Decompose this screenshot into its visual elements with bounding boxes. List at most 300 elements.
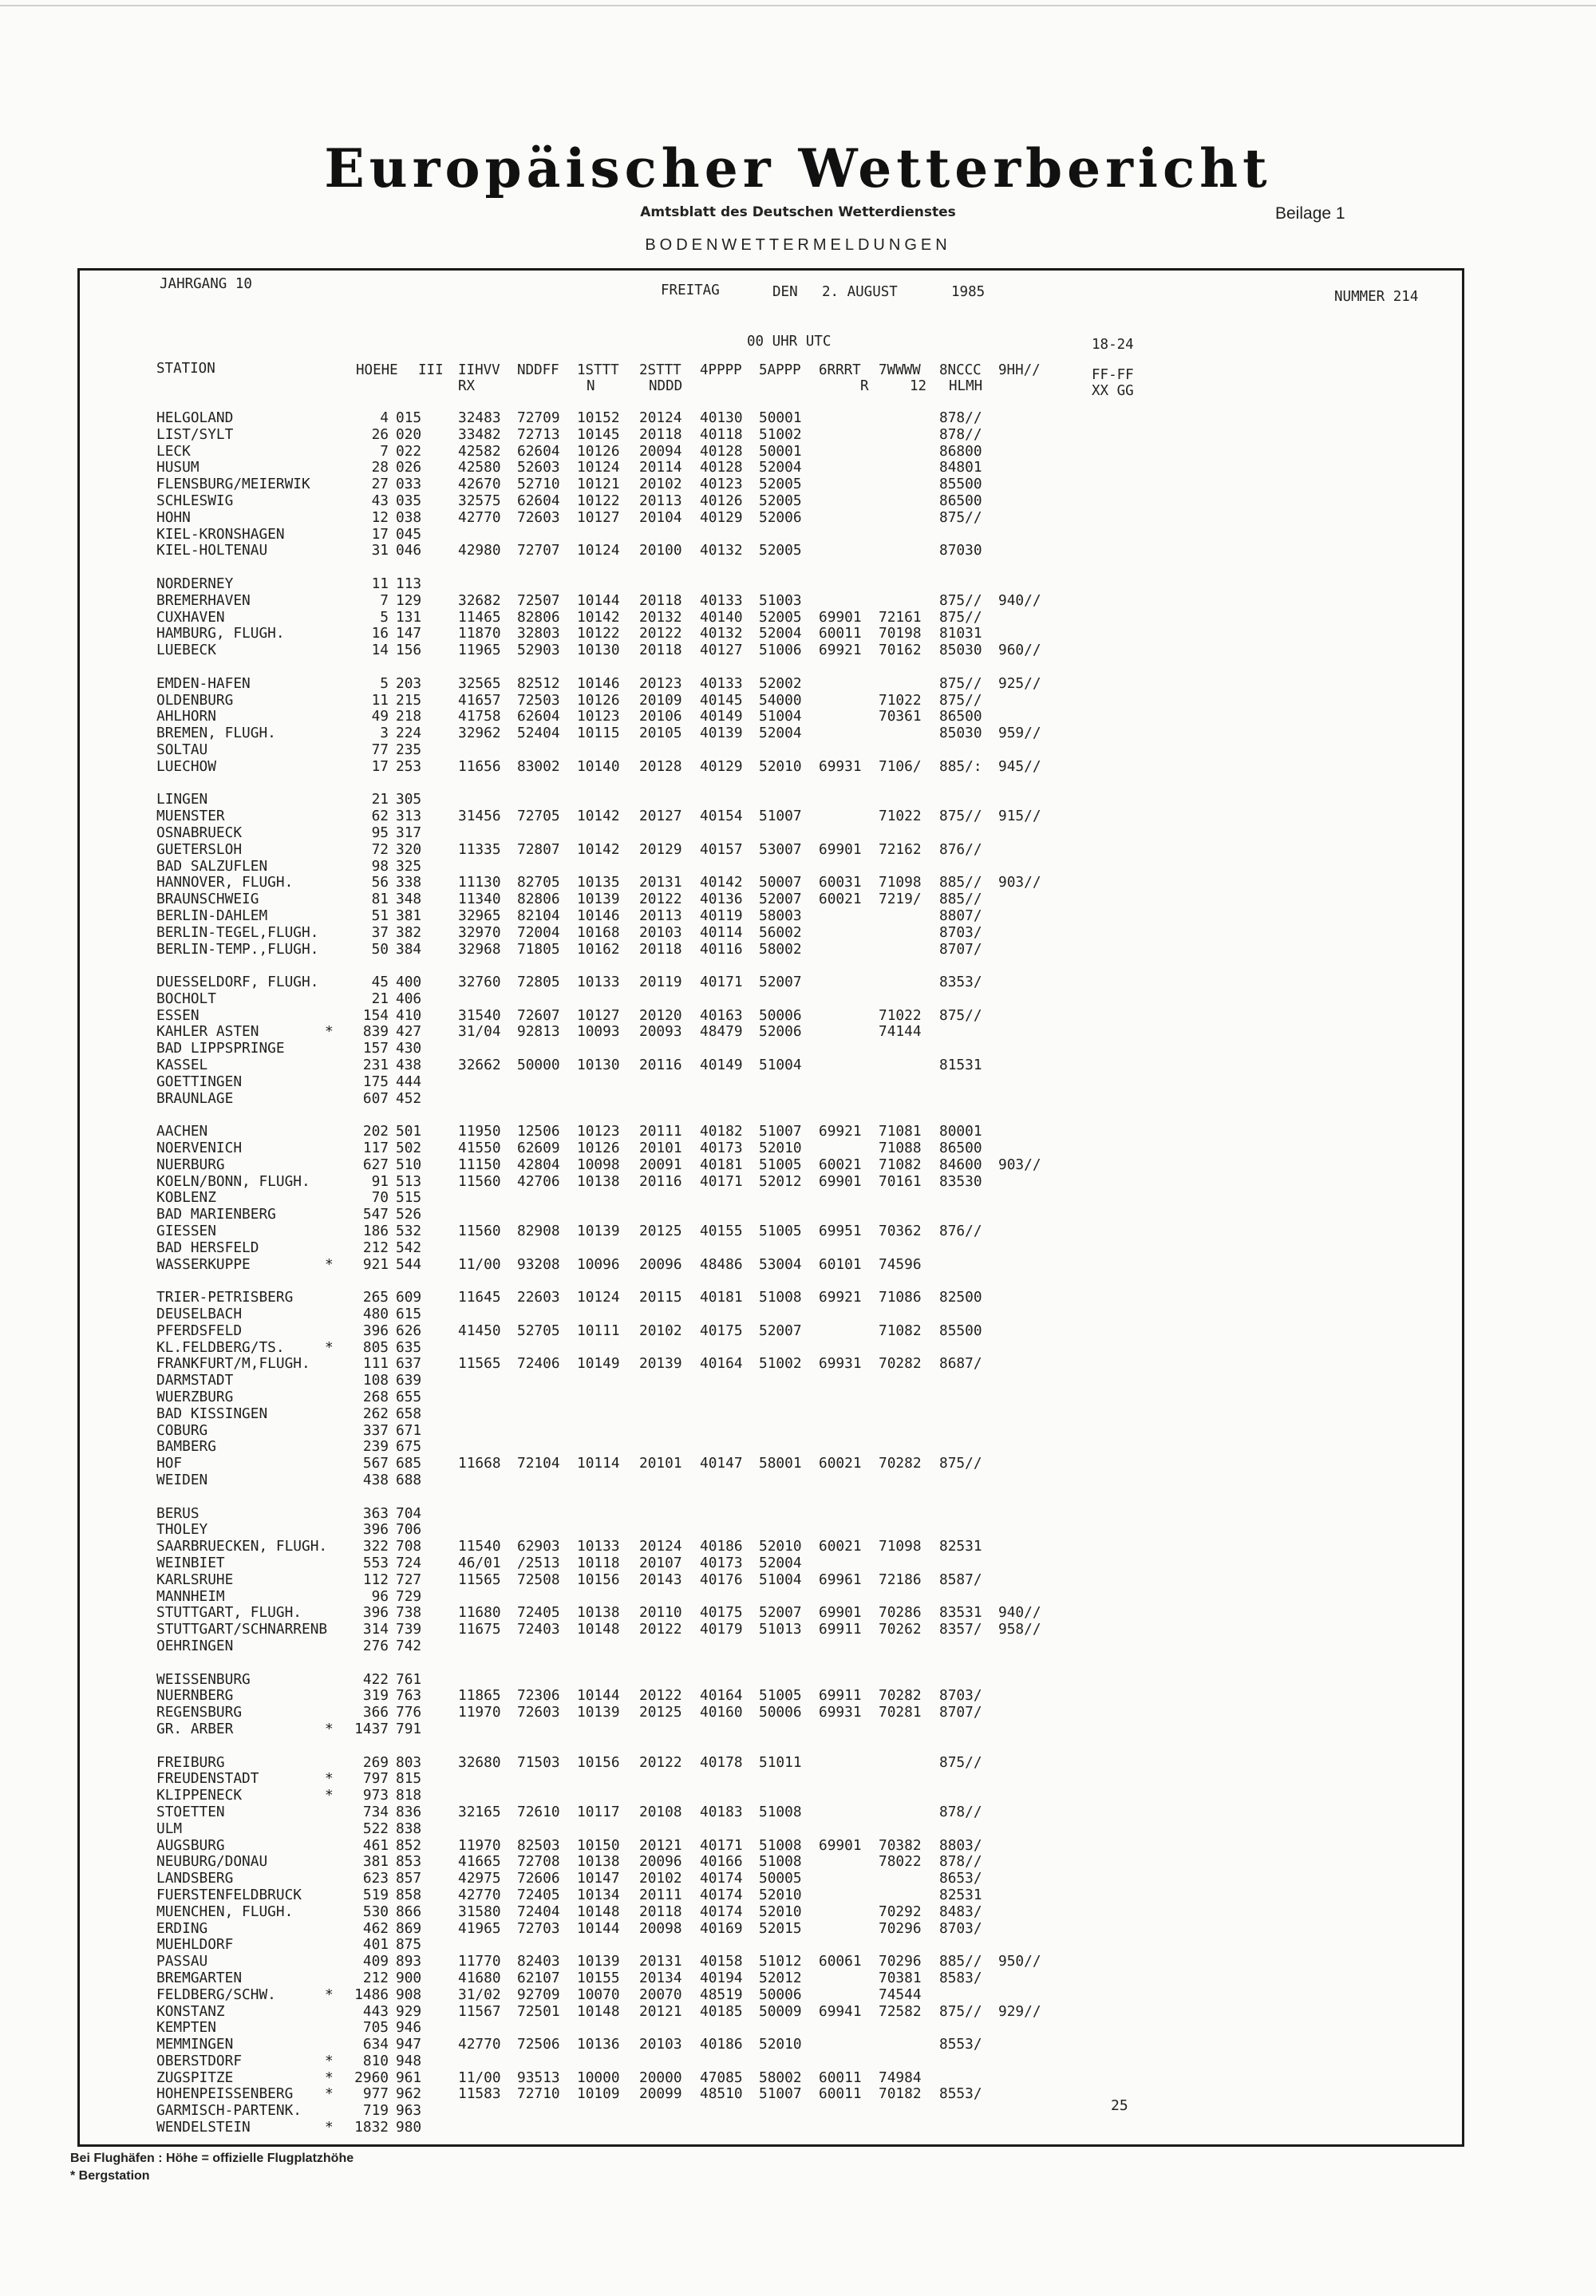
group-4pppp: 40147 bbox=[700, 1455, 743, 1472]
station-height: 607 bbox=[362, 1089, 389, 1107]
group-8nccc: 875// bbox=[939, 1006, 982, 1024]
group-5appp: 52005 bbox=[759, 476, 802, 493]
group-4pppp: 40174 bbox=[700, 1903, 743, 1920]
station-id: 325 bbox=[396, 857, 422, 875]
group-7wwww: 70182 bbox=[879, 2085, 922, 2103]
mountain-marker: * bbox=[325, 1255, 334, 1273]
station-name: BAD SALZUFLEN bbox=[156, 857, 268, 875]
station-name: BERLIN-TEMP.,FLUGH. bbox=[156, 940, 319, 958]
station-id: 900 bbox=[396, 1969, 422, 1986]
group-nddff: 71805 bbox=[517, 940, 560, 958]
group-2sttt: 20098 bbox=[639, 1919, 682, 1937]
group-1sttt: 10126 bbox=[577, 691, 620, 709]
station-id: 444 bbox=[396, 1073, 422, 1090]
group-2sttt: 20107 bbox=[639, 1554, 682, 1571]
station-height: 11 bbox=[371, 575, 389, 592]
group-ihvv: 32483 bbox=[458, 409, 501, 426]
group-8nccc: 875// bbox=[939, 608, 982, 626]
page-number: 25 bbox=[1111, 2097, 1128, 2114]
group-1sttt: 10140 bbox=[577, 757, 620, 775]
group-ihvv: 31540 bbox=[458, 1006, 501, 1024]
station-height: 62 bbox=[371, 808, 389, 825]
group-nddff: 72404 bbox=[517, 1903, 560, 1920]
station-id: 893 bbox=[396, 1953, 422, 1970]
group-ihvv: 11656 bbox=[458, 757, 501, 775]
group-nddff: 72406 bbox=[517, 1355, 560, 1373]
group-nddff: 72606 bbox=[517, 1870, 560, 1887]
group-5appp: 52004 bbox=[759, 1554, 802, 1571]
group-6rrrt: 60021 bbox=[819, 1156, 862, 1173]
station-id: 963 bbox=[396, 2102, 422, 2120]
station-id: 869 bbox=[396, 1919, 422, 1937]
group-9hh: 929// bbox=[998, 2002, 1041, 2020]
station-height: 422 bbox=[362, 1670, 389, 1688]
station-id: 852 bbox=[396, 1836, 422, 1854]
group-ihvv: 11675 bbox=[458, 1621, 501, 1638]
station-name: BRAUNLAGE bbox=[156, 1089, 234, 1107]
group-nddff: 52903 bbox=[517, 642, 560, 659]
group-8nccc: 80001 bbox=[939, 1123, 982, 1140]
group-5appp: 52006 bbox=[759, 1023, 802, 1041]
group-6rrrt: 69901 bbox=[819, 1172, 862, 1190]
station-height: 319 bbox=[362, 1687, 389, 1705]
station-height: 921 bbox=[362, 1255, 389, 1273]
group-5appp: 52015 bbox=[759, 1919, 802, 1937]
station-name: KL.FELDBERG/TS. bbox=[156, 1338, 285, 1356]
group-1sttt: 10070 bbox=[577, 1986, 620, 2003]
group-ihvv: 11668 bbox=[458, 1455, 501, 1472]
station-height: 7 bbox=[380, 442, 389, 460]
group-9hh: 950// bbox=[998, 1953, 1041, 1970]
station-height: 810 bbox=[362, 2052, 389, 2069]
group-nddff: 62609 bbox=[517, 1140, 560, 1157]
group-ihvv: 41450 bbox=[458, 1322, 501, 1339]
station-height: 5 bbox=[380, 674, 389, 692]
group-4pppp: 40164 bbox=[700, 1687, 743, 1705]
station-name: MEMMINGEN bbox=[156, 2036, 234, 2053]
group-2sttt: 20105 bbox=[639, 725, 682, 742]
group-7wwww: 71022 bbox=[879, 691, 922, 709]
group-4pppp: 40158 bbox=[700, 1953, 743, 1970]
mountain-marker: * bbox=[325, 2119, 334, 2136]
group-2sttt: 20091 bbox=[639, 1156, 682, 1173]
group-nddff: 72503 bbox=[517, 691, 560, 709]
group-nddff: 12506 bbox=[517, 1123, 560, 1140]
station-name: BOCHOLT bbox=[156, 990, 216, 1007]
station-name: WEISSENBURG bbox=[156, 1670, 251, 1688]
station-height: 231 bbox=[362, 1057, 389, 1074]
group-nddff: 72707 bbox=[517, 542, 560, 559]
station-height: 977 bbox=[362, 2085, 389, 2103]
group-ihvv: 11560 bbox=[458, 1223, 501, 1240]
group-8nccc: 85500 bbox=[939, 476, 982, 493]
station-name: STUTTGART/SCHNARRENB bbox=[156, 1621, 328, 1638]
group-7wwww: 71082 bbox=[879, 1322, 922, 1339]
group-9hh: 903// bbox=[998, 874, 1041, 891]
group-1sttt: 10126 bbox=[577, 442, 620, 460]
group-nddff: 72805 bbox=[517, 974, 560, 991]
station-id: 908 bbox=[396, 1986, 422, 2003]
station-name: ULM bbox=[156, 1820, 183, 1837]
group-6rrrt: 69961 bbox=[819, 1571, 862, 1588]
group-8nccc: 84600 bbox=[939, 1156, 982, 1173]
station-id: 026 bbox=[396, 459, 422, 476]
station-name: FRANKFURT/M,FLUGH. bbox=[156, 1355, 310, 1373]
group-2sttt: 20101 bbox=[639, 1140, 682, 1157]
group-4pppp: 40181 bbox=[700, 1156, 743, 1173]
station-id: 131 bbox=[396, 608, 422, 626]
station-height: 202 bbox=[362, 1123, 389, 1140]
group-8nccc: 83530 bbox=[939, 1172, 982, 1190]
station-name: NORDERNEY bbox=[156, 575, 234, 592]
group-2sttt: 20122 bbox=[639, 625, 682, 642]
group-nddff: 72306 bbox=[517, 1687, 560, 1705]
group-2sttt: 20124 bbox=[639, 409, 682, 426]
station-height: 108 bbox=[362, 1372, 389, 1389]
col-g2-sub: N bbox=[587, 378, 595, 394]
group-nddff: 92813 bbox=[517, 1023, 560, 1041]
group-7wwww: 7219/ bbox=[879, 891, 922, 908]
group-2sttt: 20143 bbox=[639, 1571, 682, 1588]
station-id: 038 bbox=[396, 508, 422, 526]
station-id: 929 bbox=[396, 2002, 422, 2020]
station-id: 609 bbox=[396, 1289, 422, 1306]
station-name: MUENCHEN, FLUGH. bbox=[156, 1903, 294, 1920]
group-1sttt: 10168 bbox=[577, 923, 620, 941]
station-name: HANNOVER, FLUGH. bbox=[156, 874, 294, 891]
group-4pppp: 40123 bbox=[700, 476, 743, 493]
group-5appp: 58002 bbox=[759, 2069, 802, 2086]
group-2sttt: 20123 bbox=[639, 674, 682, 692]
station-height: 314 bbox=[362, 1621, 389, 1638]
group-8nccc: 875// bbox=[939, 674, 982, 692]
col-g4: 4PPPP bbox=[700, 362, 742, 378]
group-1sttt: 10142 bbox=[577, 808, 620, 825]
station-id: 022 bbox=[396, 442, 422, 460]
group-1sttt: 10135 bbox=[577, 874, 620, 891]
group-2sttt: 20131 bbox=[639, 874, 682, 891]
station-name: BAD MARIENBERG bbox=[156, 1206, 276, 1223]
group-6rrrt: 60061 bbox=[819, 1953, 862, 1970]
group-1sttt: 10000 bbox=[577, 2069, 620, 2086]
group-8nccc: 85030 bbox=[939, 725, 982, 742]
station-name: BERUS bbox=[156, 1504, 200, 1522]
group-5appp: 52004 bbox=[759, 459, 802, 476]
station-height: 839 bbox=[362, 1023, 389, 1041]
station-id: 637 bbox=[396, 1355, 422, 1373]
page-title: Europäischer Wetterbericht bbox=[324, 137, 1272, 200]
group-8nccc: 8687/ bbox=[939, 1355, 982, 1373]
group-1sttt: 10127 bbox=[577, 1006, 620, 1024]
station-id: 381 bbox=[396, 907, 422, 924]
station-height: 154 bbox=[362, 1006, 389, 1024]
station-name: BERLIN-TEGEL,FLUGH. bbox=[156, 923, 319, 941]
group-1sttt: 10123 bbox=[577, 708, 620, 725]
group-9hh: 960// bbox=[998, 642, 1041, 659]
group-9hh: 945// bbox=[998, 757, 1041, 775]
group-8nccc: 82531 bbox=[939, 1538, 982, 1555]
group-1sttt: 10133 bbox=[577, 974, 620, 991]
group-5appp: 51012 bbox=[759, 1953, 802, 1970]
station-name: STUTTGART, FLUGH. bbox=[156, 1604, 302, 1622]
group-4pppp: 40164 bbox=[700, 1355, 743, 1373]
footnotes bbox=[70, 2150, 354, 2185]
group-ihvv: 41665 bbox=[458, 1853, 501, 1871]
group-7wwww: 70292 bbox=[879, 1903, 922, 1920]
mountain-marker: * bbox=[325, 1986, 334, 2003]
station-id: 438 bbox=[396, 1057, 422, 1074]
group-1sttt: 10130 bbox=[577, 642, 620, 659]
group-ihvv: 31/04 bbox=[458, 1023, 501, 1041]
group-5appp: 50005 bbox=[759, 1870, 802, 1887]
group-9hh: 959// bbox=[998, 725, 1041, 742]
station-height: 480 bbox=[362, 1306, 389, 1323]
group-2sttt: 20108 bbox=[639, 1803, 682, 1820]
group-2sttt: 20109 bbox=[639, 691, 682, 709]
group-1sttt: 10115 bbox=[577, 725, 620, 742]
group-2sttt: 20118 bbox=[639, 425, 682, 443]
group-ihvv: 32662 bbox=[458, 1057, 501, 1074]
station-height: 28 bbox=[371, 459, 389, 476]
group-ihvv: 11583 bbox=[458, 2085, 501, 2103]
station-name: KONSTANZ bbox=[156, 2002, 225, 2020]
group-ihvv: 32965 bbox=[458, 907, 501, 924]
group-ihvv: 31456 bbox=[458, 808, 501, 825]
group-2sttt: 20128 bbox=[639, 757, 682, 775]
group-5appp: 51006 bbox=[759, 642, 802, 659]
group-2sttt: 20116 bbox=[639, 1057, 682, 1074]
group-7wwww: 70262 bbox=[879, 1621, 922, 1638]
group-1sttt: 10155 bbox=[577, 1969, 620, 1986]
group-2sttt: 20106 bbox=[639, 708, 682, 725]
group-nddff: 62903 bbox=[517, 1538, 560, 1555]
group-2sttt: 20131 bbox=[639, 1953, 682, 1970]
station-name: OEHRINGEN bbox=[156, 1637, 234, 1654]
group-8nccc: 878// bbox=[939, 425, 982, 443]
group-6rrrt: 60011 bbox=[819, 2069, 862, 2086]
group-1sttt: 10152 bbox=[577, 409, 620, 426]
col-g1: NDDFF bbox=[517, 362, 559, 378]
station-id: 338 bbox=[396, 874, 422, 891]
group-4pppp: 40176 bbox=[700, 1571, 743, 1588]
group-2sttt: 20096 bbox=[639, 1255, 682, 1273]
group-2sttt: 20101 bbox=[639, 1455, 682, 1472]
station-id: 615 bbox=[396, 1306, 422, 1323]
station-name: HOHN bbox=[156, 508, 191, 526]
station-height: 17 bbox=[371, 757, 389, 775]
station-height: 797 bbox=[362, 1770, 389, 1788]
group-4pppp: 40169 bbox=[700, 1919, 743, 1937]
col-iii: III bbox=[418, 362, 444, 378]
station-id: 853 bbox=[396, 1853, 422, 1871]
station-name: MUEHLDORF bbox=[156, 1936, 234, 1954]
group-8nccc: 8807/ bbox=[939, 907, 982, 924]
station-name: GARMISCH-PARTENK. bbox=[156, 2102, 302, 2120]
group-4pppp: 48486 bbox=[700, 1255, 743, 1273]
observation-time: 00 UHR UTC bbox=[747, 334, 832, 350]
group-5appp: 52002 bbox=[759, 674, 802, 692]
station-name: GUETERSLOH bbox=[156, 840, 243, 858]
group-1sttt: 10139 bbox=[577, 1704, 620, 1721]
group-nddff: 72709 bbox=[517, 409, 560, 426]
station-id: 688 bbox=[396, 1472, 422, 1488]
group-1sttt: 10144 bbox=[577, 1919, 620, 1937]
group-5appp: 54000 bbox=[759, 691, 802, 709]
station-id: 704 bbox=[396, 1504, 422, 1522]
group-8nccc: 82500 bbox=[939, 1289, 982, 1306]
group-1sttt: 10114 bbox=[577, 1455, 620, 1472]
group-2sttt: 20122 bbox=[639, 1753, 682, 1771]
col-g3: 2STTT bbox=[639, 362, 681, 378]
group-5appp: 51002 bbox=[759, 425, 802, 443]
station-id: 947 bbox=[396, 2036, 422, 2053]
station-height: 7 bbox=[380, 591, 389, 609]
group-4pppp: 40157 bbox=[700, 840, 743, 858]
station-name: OSNABRUECK bbox=[156, 824, 243, 841]
group-4pppp: 40166 bbox=[700, 1853, 743, 1871]
group-2sttt: 20121 bbox=[639, 2002, 682, 2020]
station-height: 705 bbox=[362, 2019, 389, 2037]
group-nddff: 42804 bbox=[517, 1156, 560, 1173]
station-height: 567 bbox=[362, 1455, 389, 1472]
group-nddff: 72405 bbox=[517, 1886, 560, 1903]
station-name: PASSAU bbox=[156, 1953, 208, 1970]
group-8nccc: 875// bbox=[939, 2002, 982, 2020]
station-id: 791 bbox=[396, 1720, 422, 1737]
group-5appp: 52007 bbox=[759, 1604, 802, 1622]
group-4pppp: 40128 bbox=[700, 459, 743, 476]
date-prefix: DEN bbox=[772, 284, 798, 300]
station-id: 738 bbox=[396, 1604, 422, 1622]
group-ihvv: 31/02 bbox=[458, 1986, 501, 2003]
station-name: ESSEN bbox=[156, 1006, 200, 1024]
station-name: AUGSBURG bbox=[156, 1836, 225, 1854]
station-name: HOF bbox=[156, 1455, 183, 1472]
group-nddff: 82503 bbox=[517, 1836, 560, 1854]
group-5appp: 51007 bbox=[759, 808, 802, 825]
col-g6: 6RRRT bbox=[819, 362, 861, 378]
group-6rrrt: 69931 bbox=[819, 1704, 862, 1721]
group-8nccc: 878// bbox=[939, 1803, 982, 1820]
group-8nccc: 885// bbox=[939, 1953, 982, 1970]
group-2sttt: 20121 bbox=[639, 1836, 682, 1854]
group-2sttt: 20113 bbox=[639, 907, 682, 924]
group-5appp: 51005 bbox=[759, 1156, 802, 1173]
group-nddff: 52705 bbox=[517, 1322, 560, 1339]
group-5appp: 51008 bbox=[759, 1803, 802, 1820]
group-2sttt: 20139 bbox=[639, 1355, 682, 1373]
group-8nccc: 86500 bbox=[939, 708, 982, 725]
group-ihvv: 11465 bbox=[458, 608, 501, 626]
station-name: BAD HERSFELD bbox=[156, 1239, 259, 1256]
station-height: 31 bbox=[371, 542, 389, 559]
station-height: 805 bbox=[362, 1338, 389, 1356]
station-id: 655 bbox=[396, 1389, 422, 1406]
group-8nccc: 8553/ bbox=[939, 2085, 982, 2103]
group-7wwww: 70282 bbox=[879, 1355, 922, 1373]
group-8nccc: 85500 bbox=[939, 1322, 982, 1339]
station-name: STOETTEN bbox=[156, 1803, 225, 1820]
station-name: MANNHEIM bbox=[156, 1587, 225, 1605]
group-5appp: 52010 bbox=[759, 1886, 802, 1903]
group-2sttt: 20118 bbox=[639, 642, 682, 659]
station-name: BAD LIPPSPRINGE bbox=[156, 1040, 285, 1057]
group-8nccc: 83531 bbox=[939, 1604, 982, 1622]
group-4pppp: 40186 bbox=[700, 2036, 743, 2053]
group-1sttt: 10118 bbox=[577, 1554, 620, 1571]
station-id: 685 bbox=[396, 1455, 422, 1472]
group-2sttt: 20118 bbox=[639, 1903, 682, 1920]
group-6rrrt: 69921 bbox=[819, 1289, 862, 1306]
group-5appp: 50009 bbox=[759, 2002, 802, 2020]
group-1sttt: 10139 bbox=[577, 1223, 620, 1240]
station-name: COBURG bbox=[156, 1421, 208, 1439]
group-1sttt: 10148 bbox=[577, 2002, 620, 2020]
station-height: 337 bbox=[362, 1421, 389, 1439]
group-4pppp: 40171 bbox=[700, 1172, 743, 1190]
group-7wwww: 7106/ bbox=[879, 757, 922, 775]
station-height: 37 bbox=[371, 923, 389, 941]
group-2sttt: 20000 bbox=[639, 2069, 682, 2086]
group-1sttt: 10130 bbox=[577, 1057, 620, 1074]
group-7wwww: 72582 bbox=[879, 2002, 922, 2020]
group-2sttt: 20102 bbox=[639, 1322, 682, 1339]
group-4pppp: 40163 bbox=[700, 1006, 743, 1024]
station-height: 81 bbox=[371, 891, 389, 908]
station-name: NUERBURG bbox=[156, 1156, 225, 1173]
station-id: 838 bbox=[396, 1820, 422, 1837]
group-4pppp: 40132 bbox=[700, 625, 743, 642]
group-4pppp: 40149 bbox=[700, 708, 743, 725]
station-name: KASSEL bbox=[156, 1057, 208, 1074]
station-id: 045 bbox=[396, 525, 422, 543]
group-nddff: 62604 bbox=[517, 442, 560, 460]
station-name: HAMBURG, FLUGH. bbox=[156, 625, 285, 642]
station-id: 980 bbox=[396, 2119, 422, 2136]
station-height: 265 bbox=[362, 1289, 389, 1306]
station-name: FREUDENSTADT bbox=[156, 1770, 259, 1788]
group-1sttt: 10126 bbox=[577, 1140, 620, 1157]
station-name: KOBLENZ bbox=[156, 1189, 216, 1207]
station-id: 761 bbox=[396, 1670, 422, 1688]
group-2sttt: 20103 bbox=[639, 923, 682, 941]
mountain-marker: * bbox=[325, 1787, 334, 1804]
group-4pppp: 40114 bbox=[700, 923, 743, 941]
col-g8: 8NCCC bbox=[939, 362, 982, 378]
station-id: 875 bbox=[396, 1936, 422, 1954]
station-height: 269 bbox=[362, 1753, 389, 1771]
group-2sttt: 20100 bbox=[639, 542, 682, 559]
station-height: 461 bbox=[362, 1836, 389, 1854]
group-2sttt: 20122 bbox=[639, 1687, 682, 1705]
station-id: 729 bbox=[396, 1587, 422, 1605]
group-2sttt: 20134 bbox=[639, 1969, 682, 1986]
group-1sttt: 10124 bbox=[577, 1289, 620, 1306]
group-ihvv: 32575 bbox=[458, 492, 501, 509]
group-1sttt: 10133 bbox=[577, 1538, 620, 1555]
station-height: 409 bbox=[362, 1953, 389, 1970]
group-1sttt: 10149 bbox=[577, 1355, 620, 1373]
group-7wwww: 74544 bbox=[879, 1986, 922, 2003]
station-height: 49 bbox=[371, 708, 389, 725]
group-5appp: 51007 bbox=[759, 1123, 802, 1140]
station-id: 962 bbox=[396, 2085, 422, 2103]
group-ihvv: 11950 bbox=[458, 1123, 501, 1140]
group-2sttt: 20070 bbox=[639, 1986, 682, 2003]
group-5appp: 52005 bbox=[759, 542, 802, 559]
group-4pppp: 40132 bbox=[700, 542, 743, 559]
group-ihvv: 11970 bbox=[458, 1836, 501, 1854]
